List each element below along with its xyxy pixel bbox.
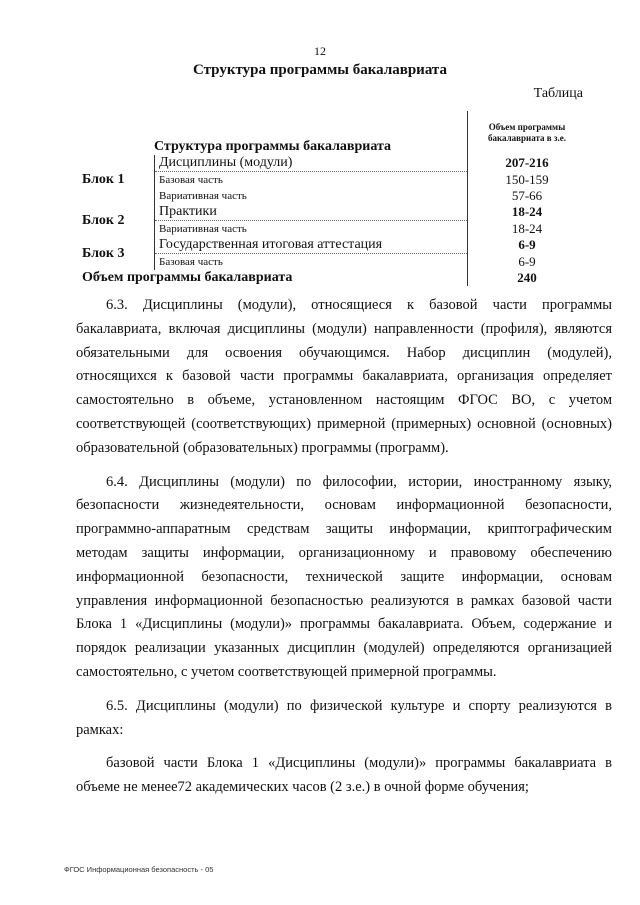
paragraph-6-5: 6.5. Дисциплины (модули) по физической культуре и спорту реализуются в рамках:	[76, 697, 612, 738]
total-value: 240	[468, 270, 587, 286]
block2-section: Практики	[155, 204, 468, 221]
table-row	[78, 221, 586, 238]
block3-row-label: Базовая часть	[159, 256, 223, 268]
block1-row-label: Базовая часть	[159, 174, 223, 186]
body-text	[76, 294, 612, 800]
block2-row-value: 18-24	[468, 221, 587, 238]
block3-section-value: 6-9	[468, 237, 587, 254]
block3-section: Государственная итоговая аттестация	[155, 237, 468, 254]
table-label: Таблица	[533, 86, 583, 101]
table-total-row	[78, 270, 586, 286]
block2-section-value: 18-24	[468, 204, 587, 221]
block3-name: Блок 3	[78, 237, 155, 270]
paragraph-6-5-item: базовой части Блока 1 «Дисциплины (модули)» программы бакалавриата в объеме не менее72 академических часов (2 з.е.) в очной форме обучения;	[76, 755, 612, 796]
page-footer: ФГОС Информационная безопасность - 05	[64, 865, 214, 874]
table-row	[78, 254, 586, 271]
block2-name: Блок 2	[78, 204, 155, 237]
table-row	[78, 172, 586, 189]
paragraph-6-4: 6.4. Дисциплины (модули) по философии, истории, иностранному языку, безопасности жизнедеятельности, основам информационной безопасности, программно-аппаратным средствам защиты информации, криптографическим методам защиты информации, организационному и правовому обеспечению информационной безопасности, технической защите информации, основам управления информационной безопасностью реализуются в рамках базовой части Блока 1 «Дисциплины (модули)» программы бакалавриата. Объем, содержание и порядок реализации указанных дисциплин (модулей) определяются организацией самостоятельно, с учетом соответствующей примерной программы.	[76, 473, 612, 680]
table-row	[78, 204, 586, 221]
block1-section-value: 207-216	[468, 155, 587, 172]
block3-row-value: 6-9	[468, 254, 587, 271]
block1-row-label: Вариативная часть	[159, 190, 247, 202]
block1-section: Дисциплины (модули)	[155, 155, 468, 172]
paragraph-6-3: 6.3. Дисциплины (модули), относящиеся к базовой части программы бакалавриата, включая дисциплины (модули) направленности (профиля), являются обязательными для освоения обучающимся. Набор дисциплин (модулей), относящихся к базовой части программы бакалавриата, организация определяет самостоятельно в объеме, установленном настоящим ФГОС ВО, с учетом соответствующей (соответствующих) примерной (примерных) основной (основных) образовательной (образовательных) программы (программ).	[76, 297, 612, 456]
page-title: Структура программы бакалавриата	[193, 62, 447, 78]
block1-row-value: 57-66	[468, 188, 587, 204]
block2-row-label: Вариативная часть	[159, 223, 247, 235]
table-row	[78, 155, 586, 172]
table-row	[78, 237, 586, 254]
total-label: Объем программы бакалавриата	[82, 270, 293, 285]
page-number: 12	[314, 44, 326, 58]
structure-table	[78, 111, 586, 286]
block1-row-value: 150-159	[468, 172, 587, 189]
table-header-row	[78, 111, 586, 155]
table-row	[78, 188, 586, 204]
header-structure: Структура программы бакалавриата	[153, 139, 392, 154]
block1-name: Блок 1	[78, 155, 155, 204]
header-volume: Объем программы бакалавриата в з.е.	[468, 111, 587, 155]
